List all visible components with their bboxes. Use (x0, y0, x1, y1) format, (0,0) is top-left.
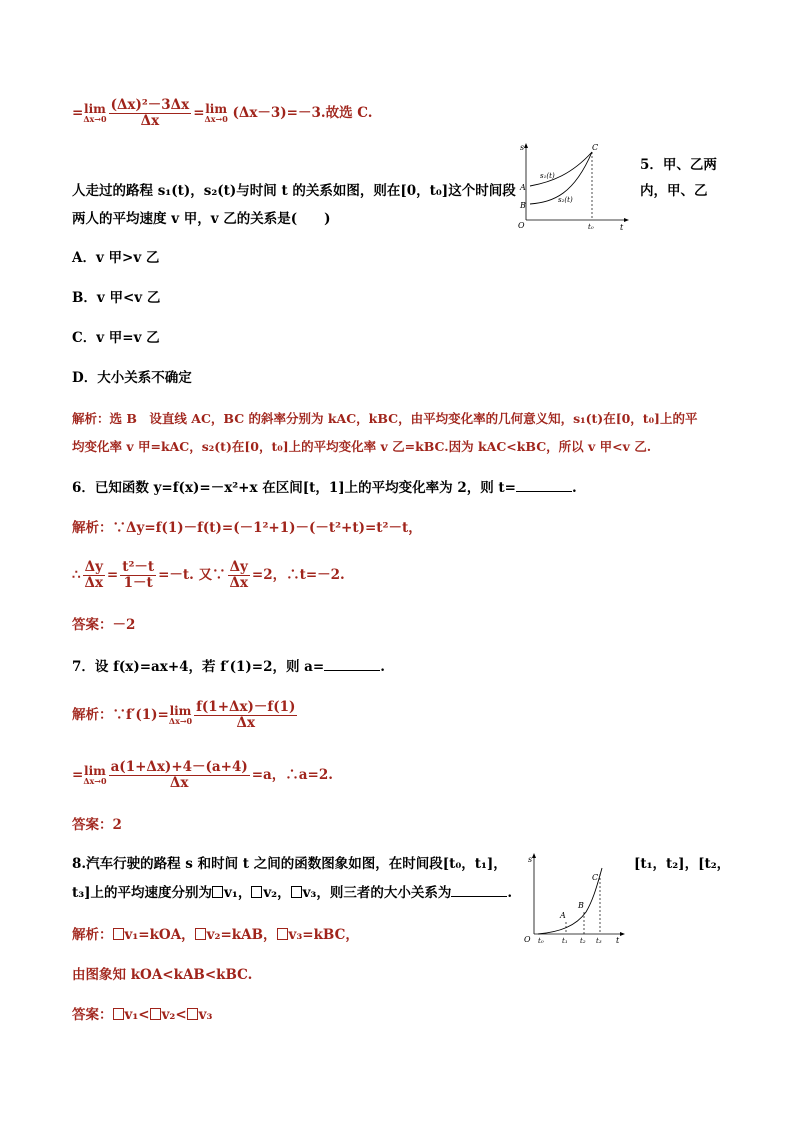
overline-box-icon (150, 1008, 161, 1020)
q5-analysis-line2: 均变化率 v 甲=kAC，s₂(t)在[0，t₀]上的平均变化率 v 乙=kBC.因为 kAC<kBC，所以 v 甲<v 乙. (72, 439, 652, 454)
fig5-origin: O (518, 221, 525, 230)
limit-symbol: lim Δx→0 (204, 101, 228, 124)
fig5-curve-s2: s₂(t) (558, 196, 573, 204)
q7-stem: 7．设 f(x)=ax+4，若 f′(1)=2，则 a= . (72, 659, 385, 675)
answer-blank[interactable] (451, 884, 507, 897)
q7-analysis-line1: 解析：∵f′(1)=lim Δx→0 $\frac{f(1+\Delta x)-f(1)}{\Delta x}$ (72, 699, 296, 731)
fig8-tick-t1: t₁ (562, 937, 568, 945)
fig5-point-c: C (592, 143, 599, 152)
fraction: $\frac{\text{t²－t}}{1-t}$ (122, 559, 155, 591)
fraction: $\frac{f(1+\Delta x)-f(1)}{\Delta x}$ (196, 699, 296, 731)
fraction: $\frac{a(1+\Delta x)+4-(a+4)}{\Delta x}$ (110, 759, 248, 791)
fig8-axis-s: s (528, 855, 533, 864)
fraction: $\frac{\Delta y}{\Delta x}$ (229, 559, 248, 591)
q8-stem-line1-right: [t₁，t₂]，[t₂， (634, 856, 731, 872)
overline-box-icon (113, 1008, 124, 1020)
q5-stem-line2: 两人的平均速度 v 甲，v 乙的关系是( ) (72, 211, 331, 227)
limit-symbol: lim Δx→0 (168, 703, 193, 726)
fig8-tick-t3: t₃ (596, 937, 602, 945)
overline-box-icon (113, 928, 124, 940)
q5-option-d[interactable]: D．大小关系不确定 (72, 370, 192, 386)
q5-number: 5．甲、乙两 (640, 157, 717, 173)
q8-stem-line1: 8.汽车行驶的路程 s 和时间 t 之间的函数图象如图，在时间段[t₀，t₁]， (72, 856, 507, 872)
q6-analysis-line1: 解析：∵Δy=f(1)－f(t)=(－1²+1)－(－t²+t)=t²－t， (72, 520, 422, 536)
fig5-axis-t: t (620, 223, 624, 232)
q7-answer: 答案：2 (72, 817, 122, 833)
fig8-axis-t: t (616, 936, 620, 945)
q8-figure (510, 850, 628, 946)
fig5-point-b: B (520, 201, 526, 210)
fig5-curve-s1: s₁(t) (540, 172, 555, 180)
fig8-point-c: C (592, 873, 599, 882)
fig5-tick-t0: t₀ (588, 223, 594, 231)
fig8-point-a: A (560, 911, 566, 920)
limit-symbol: lim Δx→0 (83, 763, 107, 786)
q5-analysis-line1: 解析：选 B 设直线 AC，BC 的斜率分别为 kAC，kBC，由平均变化率的几何意义知，s₁(t)在[0，t₀]上的平 (72, 411, 698, 426)
overline-box-icon (291, 886, 302, 898)
q6-stem: 6．已知函数 y=f(x)=－x²+x 在区间[t，1]上的平均变化率为 2，则 t= . (72, 480, 577, 496)
overline-box-icon (251, 886, 262, 898)
overline-box-icon (187, 1008, 198, 1020)
q5-right-text: 内，甲、乙 (640, 183, 708, 199)
q5-option-c[interactable]: C．v 甲=v 乙 (72, 330, 160, 346)
fig8-point-b: B (578, 901, 584, 910)
overline-box-icon (212, 886, 223, 898)
q7-analysis-line2: =lim Δx→0 $\frac{a(1+\Delta x)+4-(a+4)}{\Delta x}$ =a，∴a=2. (72, 759, 333, 791)
fig5-point-a: A (520, 183, 526, 192)
fig5-axis-s: s (520, 143, 525, 152)
overline-box-icon (195, 928, 206, 940)
answer-blank[interactable] (324, 658, 380, 671)
fig8-tick-t0: t₀ (538, 937, 544, 945)
q8-stem-line2: t₃]上的平均速度分别为 v₁， v₂， v₃，则三者的大小关系为 . (72, 885, 513, 901)
q5-stem-line1: 人走过的路程 s₁(t)，s₂(t)与时间 t 的关系如图，则在[0，t₀]这个时间段 (72, 183, 516, 199)
q5-option-b[interactable]: B．v 甲<v 乙 (72, 290, 161, 306)
q5-option-a[interactable]: A．v 甲>v 乙 (72, 250, 160, 266)
fig8-origin: O (524, 935, 531, 944)
limit-symbol: lim Δx→0 (83, 101, 107, 124)
q8-analysis-line2: 由图象知 kOA<kAB<kBC. (72, 967, 253, 983)
top-derivation-line: =lim Δx→0 $\frac{\text{(Δx)²－3Δx}}{\Delta x}$ =lim Δx→0 (Δx－3)=－3.故选 C. (72, 97, 373, 129)
overline-box-icon (277, 928, 288, 940)
fraction: $\frac{\Delta y}{\Delta x}$ (84, 559, 104, 591)
fraction: $\frac{\text{(Δx)²－3Δx}}{\Delta x}$ (110, 97, 190, 129)
fig8-tick-t2: t₂ (580, 937, 586, 945)
q8-answer: 答案： v₁< v₂< v₃ (72, 1007, 213, 1023)
answer-blank[interactable] (516, 479, 572, 492)
q6-analysis-line2: ∴ $\frac{\Delta y}{\Delta x}$ = $\frac{\text{t²－t}}{1-t}$ =－t. 又∵ $\frac{\Delta y}{\Delta x}$ =2，∴t=－2. (72, 559, 345, 591)
q8-analysis-line1: 解析： v₁=kOA， v₂=kAB， v₃=kBC， (72, 927, 359, 943)
q5-figure (512, 140, 632, 232)
q6-answer: 答案：－2 (72, 617, 136, 633)
